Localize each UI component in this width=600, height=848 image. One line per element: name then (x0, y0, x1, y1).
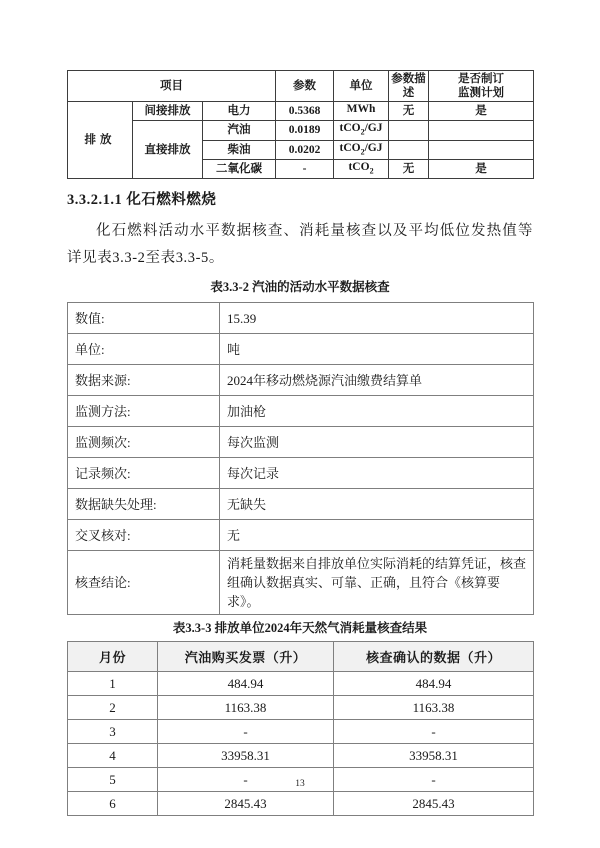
desc-cell (389, 140, 429, 159)
table-row (68, 121, 534, 140)
unit-cell: tCO$_2$/GJ (334, 121, 389, 140)
kv-label: 数据来源: (68, 365, 220, 396)
kv-label: 记录频次: (68, 458, 220, 489)
plan-cell (429, 121, 534, 140)
kv-value: 每次记录 (220, 458, 534, 489)
month-cell: 6 (68, 792, 158, 816)
param-cell: 0.0189 (276, 121, 334, 140)
kv-label: 监测频次: (68, 427, 220, 458)
kv-value: 15.39 (220, 303, 534, 334)
table-row (68, 551, 534, 615)
page-content (67, 70, 533, 816)
month-cell: 2 (68, 696, 158, 720)
invoice-cell: - (158, 720, 334, 744)
category-cell: 排放 (68, 102, 133, 179)
page-number: 13 (295, 779, 305, 789)
monthly-consumption-table (67, 641, 534, 816)
unit-subscript: 2 (369, 166, 374, 176)
invoice-cell: - (158, 768, 334, 792)
emissions-summary-table (67, 70, 534, 179)
table-row (68, 489, 534, 520)
kv-label: 核查结论: (68, 551, 220, 615)
confirmed-cell: 484.94 (334, 672, 534, 696)
unit-cell: MWh (334, 102, 389, 121)
table-row (68, 792, 534, 816)
unit-subscript: 2 (360, 146, 365, 156)
invoice-cell: 484.94 (158, 672, 334, 696)
confirmed-cell: - (334, 768, 534, 792)
header-monitoring-plan: 是否制订监测计划 (429, 71, 534, 102)
header-invoice: 汽油购买发票（升） (158, 642, 334, 672)
group-cell: 间接排放 (133, 102, 203, 121)
header-confirmed: 核查确认的数据（升） (334, 642, 534, 672)
table-row (68, 334, 534, 365)
table-row (68, 102, 534, 121)
confirmed-cell: 1163.38 (334, 696, 534, 720)
table-row (68, 672, 534, 696)
kv-label: 监测方法: (68, 396, 220, 427)
kv-label: 数值: (68, 303, 220, 334)
section-heading: 3.3.2.1.1 化石燃料燃烧 (67, 192, 217, 209)
unit-cell: tCO$_2$ (334, 159, 389, 178)
monthly-header-row (68, 642, 534, 672)
header-unit: 单位 (334, 71, 389, 102)
desc-cell: 无 (389, 159, 429, 178)
kv-value: 消耗量数据来自排放单位实际消耗的结算凭证，核查组确认数据真实、可靠、正确，且符合《核算要求》。 (220, 551, 534, 615)
table-row (68, 458, 534, 489)
desc-cell (389, 121, 429, 140)
kv-value: 每次监测 (220, 427, 534, 458)
table-row (68, 696, 534, 720)
param-cell: 0.5368 (276, 102, 334, 121)
kv-label: 单位: (68, 334, 220, 365)
kv-value: 无缺失 (220, 489, 534, 520)
kv-label: 交叉核对: (68, 520, 220, 551)
summary-header-row (68, 71, 534, 102)
table-row (68, 427, 534, 458)
param-cell: 0.0202 (276, 140, 334, 159)
table-3-3-3-caption: 表3.3-3 排放单位2024年天然气消耗量核查结果 (172, 621, 428, 636)
kv-value: 吨 (220, 334, 534, 365)
plan-cell: 是 (429, 159, 534, 178)
name-cell: 汽油 (203, 121, 276, 140)
unit-subscript: 2 (360, 127, 365, 137)
plan-cell (429, 140, 534, 159)
table-row (68, 520, 534, 551)
name-cell: 柴油 (203, 140, 276, 159)
table-3-3-2-caption: 表3.3-2 汽油的活动水平数据核查 (210, 280, 390, 295)
desc-cell: 无 (389, 102, 429, 121)
header-parameter: 参数 (276, 71, 334, 102)
kv-value: 无 (220, 520, 534, 551)
param-cell: - (276, 159, 334, 178)
table-row (68, 720, 534, 744)
invoice-cell: 1163.38 (158, 696, 334, 720)
unit-cell: tCO$_2$/GJ (334, 140, 389, 159)
gasoline-activity-table (67, 302, 534, 615)
kv-value: 2024年移动燃烧源汽油缴费结算单 (220, 365, 534, 396)
header-month: 月份 (68, 642, 158, 672)
confirmed-cell: 2845.43 (334, 792, 534, 816)
table-row (68, 744, 534, 768)
invoice-cell: 2845.43 (158, 792, 334, 816)
header-item: 项目 (68, 71, 276, 102)
month-cell: 4 (68, 744, 158, 768)
table-row (68, 396, 534, 427)
month-cell: 5 (68, 768, 158, 792)
kv-label: 数据缺失处理: (68, 489, 220, 520)
group-cell: 直接排放 (133, 121, 203, 179)
confirmed-cell: - (334, 720, 534, 744)
header-param-desc: 参数描述 (389, 71, 429, 102)
month-cell: 3 (68, 720, 158, 744)
confirmed-cell: 33958.31 (334, 744, 534, 768)
invoice-cell: 33958.31 (158, 744, 334, 768)
name-cell: 电力 (203, 102, 276, 121)
table-row (68, 365, 534, 396)
table-row (68, 303, 534, 334)
name-cell: 二氧化碳 (203, 159, 276, 178)
plan-cell: 是 (429, 102, 534, 121)
month-cell: 1 (68, 672, 158, 696)
body-paragraph: 化石燃料活动水平数据核查、消耗量核查以及平均低位发热值等详见表3.3-2至表3.3-5。 (67, 223, 533, 267)
kv-value: 加油枪 (220, 396, 534, 427)
